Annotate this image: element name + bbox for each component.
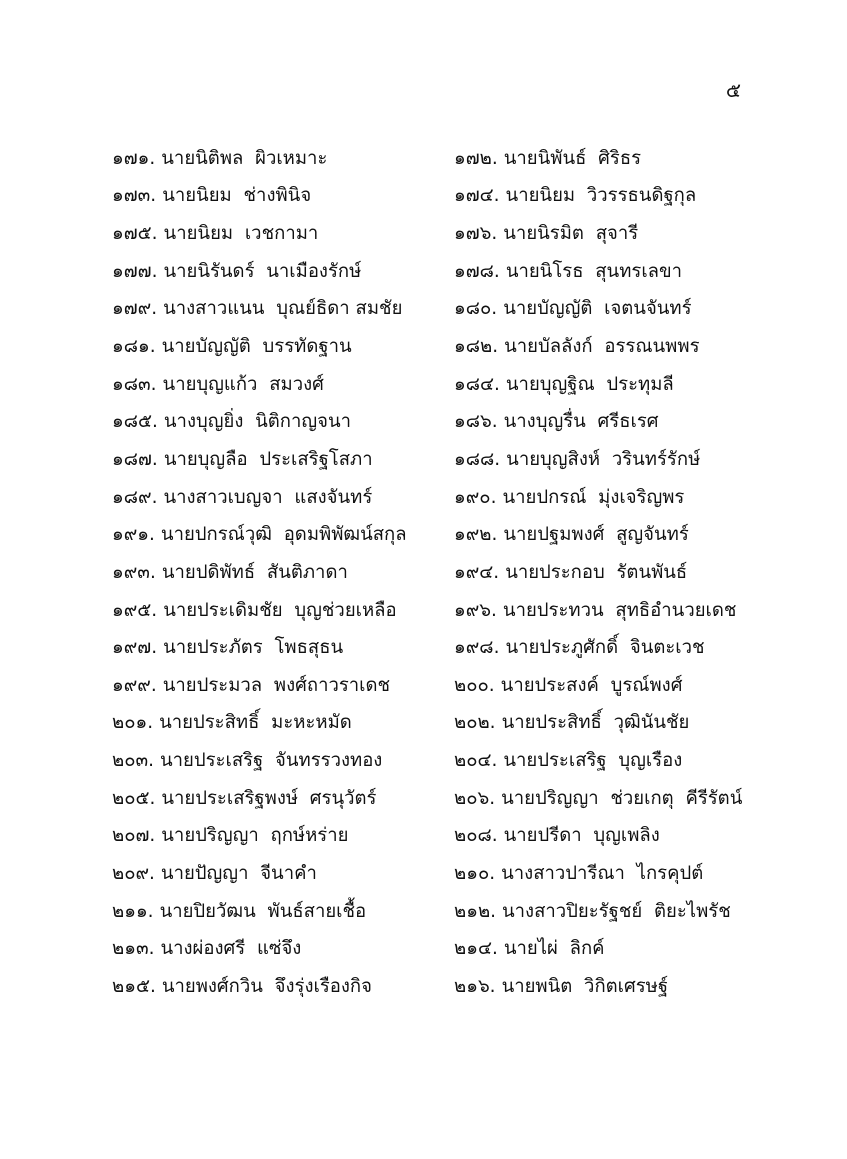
entry-number: ๒๑๒. <box>454 900 497 922</box>
list-item <box>112 178 454 216</box>
entry-number: ๑๘๙. <box>112 486 158 508</box>
entry-number: ๑๙๐. <box>454 486 497 508</box>
list-item <box>112 592 454 630</box>
list-item <box>112 930 454 968</box>
list-item <box>112 516 454 554</box>
list-item <box>454 403 752 441</box>
entry-name: นายประเดิมชัย บุญช่วยเหลือ <box>163 599 397 621</box>
list-item <box>454 328 752 366</box>
entry-number: ๑๘๔. <box>454 373 500 395</box>
entry-name: นายประกอบ รัตนพันธ์ <box>505 561 688 583</box>
list-item <box>112 291 454 329</box>
entry-number: ๒๐๓. <box>112 750 155 772</box>
list-item <box>112 366 454 404</box>
entry-name: นายไผ่ ลิกค์ <box>503 938 605 960</box>
entry-number: ๑๘๓. <box>112 373 157 395</box>
list-item <box>454 667 752 705</box>
list-item <box>454 930 752 968</box>
entry-number: ๑๗๑. <box>112 147 156 169</box>
list-item <box>454 780 752 818</box>
entry-name: นายนิยม ช่างพินิจ <box>162 185 312 207</box>
entry-name: นายบุญลือ ประเสริฐโสภา <box>163 448 373 470</box>
entry-number: ๒๑๓. <box>112 938 155 960</box>
entry-name: นายปริญญา ช่วยเกตุ คีรีรัตน์ <box>501 787 743 809</box>
list-item <box>454 855 752 893</box>
entry-number: ๑๘๖. <box>454 411 498 433</box>
list-item <box>112 780 454 818</box>
entry-number: ๑๙๕. <box>112 599 158 621</box>
entry-name: นายนิโรธ สุนทรเลขา <box>505 260 683 282</box>
entry-number: ๒๐๗. <box>112 825 156 847</box>
entry-name: นายประทวน สุทธิอำนวยเดช <box>502 599 737 621</box>
list-item <box>112 479 454 517</box>
entry-number: ๒๐๒. <box>454 712 496 734</box>
list-item <box>454 291 752 329</box>
list-item <box>454 629 752 667</box>
list-item <box>112 705 454 743</box>
entry-name: นายประสงค์ บูรณ์พงศ์ <box>500 674 683 696</box>
entry-number: ๒๐๑. <box>112 712 154 734</box>
entry-number: ๑๘๕. <box>112 411 158 433</box>
entry-number: ๒๑๖. <box>454 975 496 997</box>
entry-name: นายบุญสิงห์ วรินทร์รักษ์ <box>506 448 701 470</box>
entry-name: นายบัลลังก์ อรรณนพพร <box>504 336 700 358</box>
entry-name: นายประมวล พงศ์ถาวราเดช <box>162 674 391 696</box>
entry-name: นายปกรณ์วุฒิ อุดมพิพัฒน์สกุล <box>160 524 407 546</box>
entry-name: นางผ่องศรี แซ่จึง <box>160 938 302 960</box>
list-item <box>112 629 454 667</box>
list-item <box>454 140 752 178</box>
entry-number: ๑๗๕. <box>112 223 158 245</box>
entry-number: ๑๘๐. <box>454 298 498 320</box>
entry-number: ๑๗๓. <box>112 185 157 207</box>
list-item <box>454 705 752 743</box>
entry-name: นายนิยม วิวรรธนดิฐกุล <box>505 185 697 207</box>
entry-name: นายพงศ์กวิน จึงรุ่งเรืองกิจ <box>161 975 372 997</box>
entry-number: ๑๗๘. <box>454 260 500 282</box>
entry-number: ๑๙๙. <box>112 674 157 696</box>
name-list <box>112 140 752 1006</box>
entry-number: ๑๙๗. <box>112 637 158 659</box>
entry-number: ๒๑๑. <box>112 900 154 922</box>
list-item <box>454 592 752 630</box>
entry-name: นายนิรันดร์ นาเมืองรักษ์ <box>163 260 362 282</box>
entry-number: ๑๗๖. <box>454 223 498 245</box>
entry-number: ๑๙๓. <box>112 561 156 583</box>
list-item <box>112 328 454 366</box>
entry-name: นางสาวเบญจา แสงจันทร์ <box>163 486 373 508</box>
entry-number: ๑๙๔. <box>454 561 500 583</box>
entry-name: นายประเสริฐ จันทรรวงทอง <box>160 750 383 772</box>
list-item <box>454 818 752 856</box>
entry-name: นางบุญรื่น ศรีธเรศ <box>503 411 659 433</box>
entry-name: นายประภูศักดิ์ จินตะเวช <box>505 637 705 659</box>
list-item <box>112 818 454 856</box>
entry-number: ๑๙๑. <box>112 524 155 546</box>
entry-name: นายประภัตร โพธสุธน <box>163 637 344 659</box>
entry-name: นางสาวปิยะรัฐชย์ ติยะไพรัช <box>502 900 731 922</box>
entry-name: นายประสิทธิ์ มะหะหมัด <box>159 712 352 734</box>
entry-number: ๑๘๘. <box>454 448 501 470</box>
entry-name: นายประเสริฐ บุญเรือง <box>503 750 683 772</box>
entry-name: นางบุญยิ่ง นิติกาญจนา <box>163 411 352 433</box>
entry-number: ๑๗๒. <box>454 147 498 169</box>
list-item <box>454 968 752 1006</box>
list-item <box>112 253 454 291</box>
entry-number: ๒๐๔. <box>454 750 498 772</box>
list-item <box>454 366 752 404</box>
entry-name: นายประเสริฐพงษ์ ศรนุวัตร์ <box>161 787 377 809</box>
entry-name: นายปกรณ์ มุ่งเจริญพร <box>502 486 685 508</box>
entry-name: นางสาวแนน บุณย์ธิดา สมชัย <box>163 298 403 320</box>
entry-number: ๑๘๒. <box>454 336 499 358</box>
page-number: ๕ <box>725 78 741 102</box>
entry-number: ๒๑๔. <box>454 938 498 960</box>
list-item <box>454 893 752 931</box>
entry-name: นายนิรมิต สุจารี <box>503 223 639 245</box>
entry-name: นายปิยวัฒน พันธ์สายเชื้อ <box>159 900 367 922</box>
list-item <box>454 215 752 253</box>
entry-name: นางสาวปารีณา ไกรคุปต์ <box>501 862 704 884</box>
list-item <box>112 742 454 780</box>
entry-name: นายปริญญา ฤกษ์หร่าย <box>161 825 349 847</box>
list-item <box>112 554 454 592</box>
list-item <box>454 253 752 291</box>
list-item <box>112 667 454 705</box>
entry-number: ๒๑๐. <box>454 862 496 884</box>
list-item <box>112 441 454 479</box>
entry-name: นายปฐมพงศ์ สูญจันทร์ <box>503 524 689 546</box>
list-item <box>454 441 752 479</box>
entry-number: ๑๗๗. <box>112 260 158 282</box>
entry-name: นายพนิต วิกิตเศรษฐ์ <box>501 975 669 997</box>
list-item <box>112 855 454 893</box>
entry-name: นายนิพันธ์ ศิริธร <box>503 147 642 169</box>
list-item <box>454 178 752 216</box>
entry-number: ๑๙๒. <box>454 524 498 546</box>
entry-name: นายปดิพัทธ์ สันติภาดา <box>161 561 348 583</box>
list-item <box>112 215 454 253</box>
entry-name: นายบุญแก้ว สมวงศ์ <box>162 373 324 395</box>
entry-name: นายปรีดา บุญเพลิง <box>503 825 660 847</box>
entry-number: ๒๐๖. <box>454 787 496 809</box>
entry-name: นายบัญญัติ บรรทัดฐาน <box>161 336 352 358</box>
entry-number: ๑๙๘. <box>454 637 500 659</box>
list-item <box>112 403 454 441</box>
entry-number: ๒๐๘. <box>454 825 498 847</box>
entry-name: นายนิยม เวชกามา <box>163 223 319 245</box>
list-item <box>454 742 752 780</box>
entry-number: ๑๙๖. <box>454 599 497 621</box>
entry-number: ๑๘๗. <box>112 448 158 470</box>
list-item <box>454 554 752 592</box>
entry-name: นายบุญฐิณ ประทุมลี <box>505 373 674 395</box>
entry-name: นายปัญญา จีนาคำ <box>160 862 317 884</box>
list-item <box>454 479 752 517</box>
list-item <box>454 516 752 554</box>
entry-name: นายบัญญัติ เจตนจันทร์ <box>503 298 692 320</box>
entry-number: ๑๘๑. <box>112 336 156 358</box>
entry-number: ๒๐๐. <box>454 674 495 696</box>
entry-number: ๒๐๕. <box>112 787 156 809</box>
entry-number: ๒๑๕. <box>112 975 156 997</box>
entry-number: ๑๗๙. <box>112 298 158 320</box>
list-item <box>112 893 454 931</box>
entry-name: นายประสิทธิ์ วุฒินันชัย <box>501 712 690 734</box>
entry-number: ๒๐๙. <box>112 862 155 884</box>
entry-number: ๑๗๔. <box>454 185 500 207</box>
list-item <box>112 968 454 1006</box>
entry-name: นายนิติพล ผิวเหมาะ <box>161 147 328 169</box>
list-item <box>112 140 454 178</box>
